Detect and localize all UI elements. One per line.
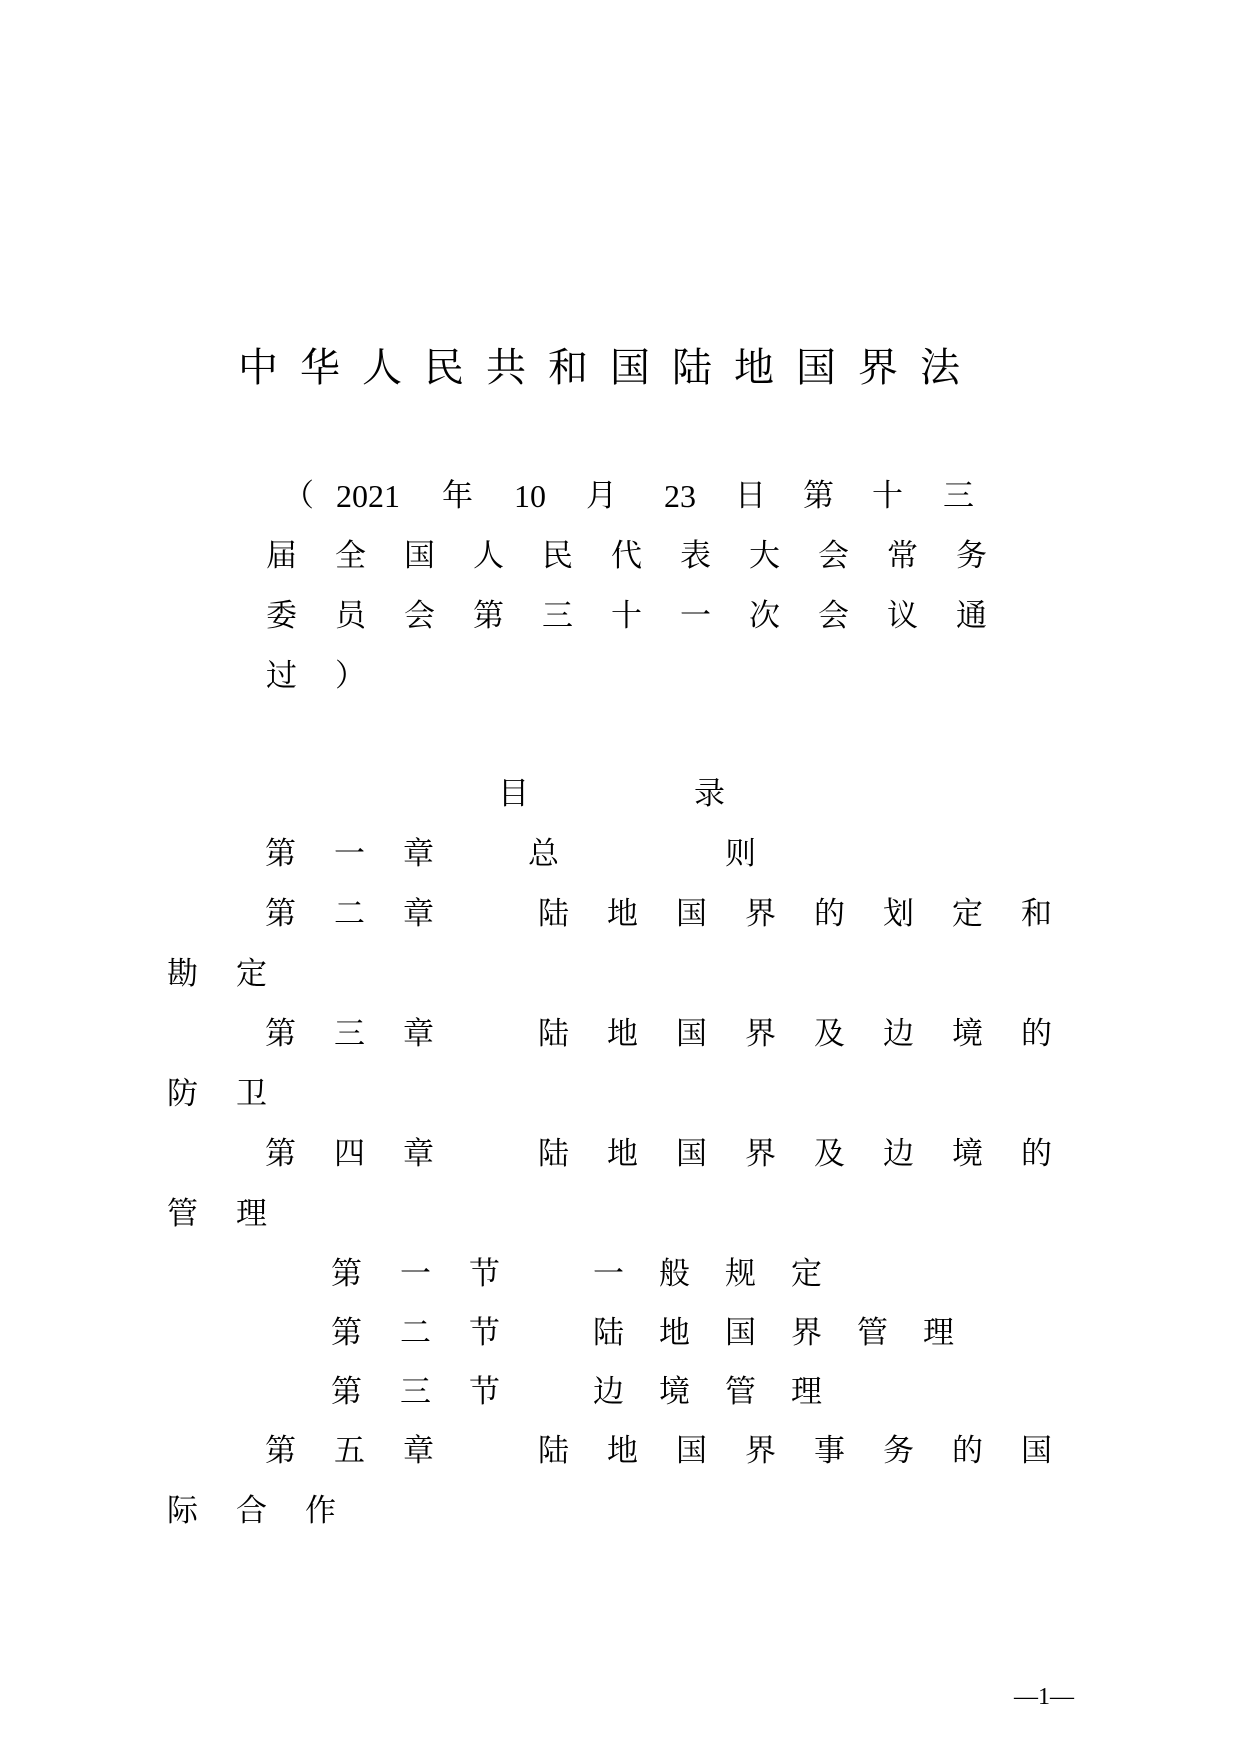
text-glyph: （	[283, 478, 314, 514]
text-glyph: 界	[745, 896, 776, 932]
text-glyph: 节	[469, 1315, 500, 1351]
text-glyph: 第	[265, 1016, 296, 1052]
text-glyph: 般	[659, 1256, 690, 1292]
text-glyph: 和	[548, 345, 588, 391]
text-glyph: 际	[167, 1493, 198, 1529]
text-glyph: 法	[920, 345, 960, 391]
text-glyph: 陆	[672, 345, 712, 391]
text-glyph: 地	[607, 1136, 638, 1172]
text-glyph: 第	[803, 478, 834, 514]
text-glyph: 共	[486, 345, 526, 391]
text-glyph: 全	[335, 538, 366, 574]
text-glyph: 的	[814, 896, 845, 932]
text-glyph: 民	[424, 345, 464, 391]
text-glyph: 四	[334, 1136, 365, 1172]
text-glyph: 边	[883, 1016, 914, 1052]
text-glyph: 规	[725, 1256, 756, 1292]
text-glyph: 2021	[336, 478, 400, 514]
text-glyph: 节	[469, 1256, 500, 1292]
text-glyph: 次	[749, 598, 780, 634]
text-glyph: 境	[952, 1016, 983, 1052]
text-glyph: 界	[745, 1016, 776, 1052]
text-glyph: 委	[266, 598, 297, 634]
text-glyph: 三	[334, 1016, 365, 1052]
text-glyph: 一	[680, 598, 711, 634]
text-glyph: 国	[676, 896, 707, 932]
text-glyph: 边	[883, 1136, 914, 1172]
text-glyph: 管	[725, 1374, 756, 1410]
text-glyph: 境	[659, 1374, 690, 1410]
text-glyph: 作	[305, 1493, 336, 1529]
text-glyph: 陆	[538, 1433, 569, 1469]
text-glyph: 界	[745, 1136, 776, 1172]
page-number: —1—	[1014, 1684, 1074, 1710]
text-glyph: 的	[1021, 1016, 1052, 1052]
text-glyph: 章	[403, 1016, 434, 1052]
text-glyph: 第	[265, 896, 296, 932]
text-glyph: 国	[725, 1315, 756, 1351]
text-glyph: 事	[814, 1433, 845, 1469]
text-glyph: 地	[734, 345, 774, 391]
text-glyph: 理	[923, 1315, 954, 1351]
text-glyph: 陆	[538, 1136, 569, 1172]
text-glyph: 管	[857, 1315, 888, 1351]
text-glyph: 卫	[236, 1076, 267, 1112]
text-glyph: 月	[586, 478, 617, 514]
text-glyph: 十	[872, 478, 903, 514]
text-glyph: 管	[167, 1196, 198, 1232]
text-glyph: 国	[610, 345, 650, 391]
text-glyph: 五	[334, 1433, 365, 1469]
text-glyph: 年	[442, 478, 473, 514]
text-glyph: 和	[1021, 896, 1052, 932]
text-glyph: 地	[607, 1433, 638, 1469]
text-glyph: 界	[745, 1433, 776, 1469]
text-glyph: 第	[331, 1256, 362, 1292]
text-glyph: 地	[607, 896, 638, 932]
text-glyph: 日	[735, 478, 766, 514]
text-glyph: 境	[952, 1136, 983, 1172]
text-glyph: 国	[676, 1136, 707, 1172]
text-glyph: 大	[749, 538, 780, 574]
text-glyph: 定	[791, 1256, 822, 1292]
text-glyph: 定	[236, 956, 267, 992]
text-glyph: 一	[334, 836, 365, 872]
text-glyph: 界	[791, 1315, 822, 1351]
text-glyph: 第	[331, 1374, 362, 1410]
text-glyph: 防	[167, 1076, 198, 1112]
text-glyph: 划	[883, 896, 914, 932]
text-glyph: 会	[818, 538, 849, 574]
text-glyph: 合	[236, 1493, 267, 1529]
text-glyph: 三	[542, 598, 573, 634]
text-glyph: 届	[266, 538, 297, 574]
text-glyph: 总	[528, 836, 559, 872]
text-glyph: 章	[403, 1433, 434, 1469]
text-glyph: 章	[403, 896, 434, 932]
text-glyph: 地	[607, 1016, 638, 1052]
text-glyph: ）	[335, 658, 366, 694]
text-glyph: 一	[593, 1256, 624, 1292]
text-glyph: 人	[362, 345, 402, 391]
text-glyph: 二	[334, 896, 365, 932]
text-glyph: 理	[236, 1196, 267, 1232]
text-glyph: 第	[473, 598, 504, 634]
text-glyph: 则	[725, 836, 756, 872]
text-glyph: 中	[238, 345, 278, 391]
text-glyph: 表	[680, 538, 711, 574]
text-glyph: 陆	[538, 896, 569, 932]
text-glyph: 会	[818, 598, 849, 634]
text-glyph: 通	[956, 598, 987, 634]
text-glyph: 边	[593, 1374, 624, 1410]
text-glyph: 理	[791, 1374, 822, 1410]
text-glyph: 务	[956, 538, 987, 574]
text-glyph: 华	[300, 345, 340, 391]
text-glyph: 人	[473, 538, 504, 574]
text-glyph: 国	[1021, 1433, 1052, 1469]
text-glyph: 第	[265, 1136, 296, 1172]
text-glyph: 界	[858, 345, 898, 391]
text-glyph: 勘	[167, 956, 198, 992]
text-glyph: 一	[400, 1256, 431, 1292]
text-glyph: 第	[265, 1433, 296, 1469]
text-glyph: 国	[796, 345, 836, 391]
text-glyph: 代	[611, 538, 642, 574]
text-glyph: 三	[400, 1374, 431, 1410]
text-glyph: 务	[883, 1433, 914, 1469]
text-glyph: 章	[403, 1136, 434, 1172]
text-glyph: 录	[694, 776, 725, 812]
text-glyph: 十	[611, 598, 642, 634]
text-glyph: 国	[676, 1016, 707, 1052]
text-glyph: 第	[331, 1315, 362, 1351]
text-glyph: 三	[943, 478, 974, 514]
text-glyph: 及	[814, 1016, 845, 1052]
text-glyph: 常	[887, 538, 918, 574]
text-glyph: 章	[403, 836, 434, 872]
text-glyph: 员	[335, 598, 366, 634]
text-glyph: 的	[1021, 1136, 1052, 1172]
text-glyph: 10	[514, 478, 546, 514]
text-glyph: 过	[266, 658, 297, 694]
text-glyph: 会	[404, 598, 435, 634]
text-glyph: 国	[404, 538, 435, 574]
text-glyph: 第	[265, 836, 296, 872]
text-glyph: 地	[659, 1315, 690, 1351]
text-glyph: 目	[498, 776, 529, 812]
text-glyph: 及	[814, 1136, 845, 1172]
text-glyph: 23	[664, 478, 696, 514]
text-glyph: 陆	[538, 1016, 569, 1052]
text-glyph: 节	[469, 1374, 500, 1410]
text-glyph: 议	[887, 598, 918, 634]
text-glyph: 二	[400, 1315, 431, 1351]
text-glyph: 民	[542, 538, 573, 574]
text-glyph: 的	[952, 1433, 983, 1469]
text-glyph: 国	[676, 1433, 707, 1469]
text-glyph: 陆	[593, 1315, 624, 1351]
text-glyph: 定	[952, 896, 983, 932]
